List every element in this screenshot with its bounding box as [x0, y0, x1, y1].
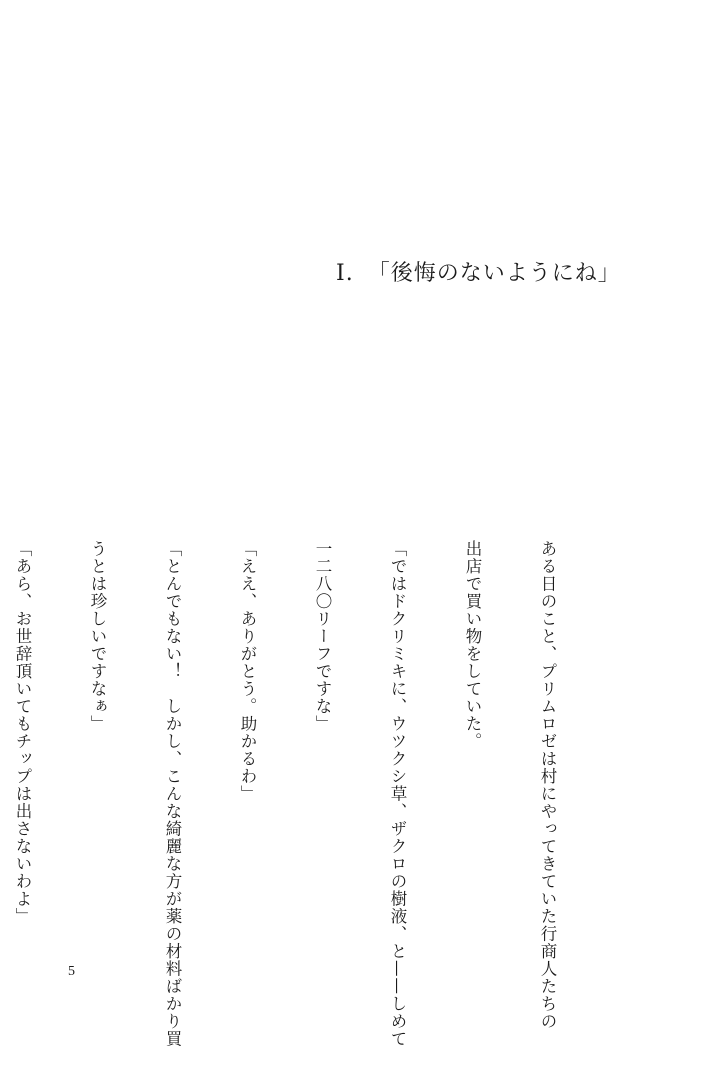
vertical-body-text: [13, 540, 610, 1048]
text-line: 「ええ、ありがとう。助かるわ」: [238, 540, 257, 803]
page-number: 5: [68, 964, 75, 979]
text-line: うとは珍しいですなぁ」: [88, 540, 107, 733]
text-line: 「ではドクリミキに、ウツクシ草、ザクロの樹液、と——しめて: [388, 540, 407, 1048]
text-line: 「とんでもない！ しかし、こんな綺麗な方が薬の材料ばかり買: [163, 540, 182, 1048]
text-line: ある日のこと、プリムロゼは村にやってきていた行商人たちの: [538, 540, 557, 1030]
text-line: 一二八〇リーフですな」: [313, 540, 332, 733]
text-line: 出店で買い物をしていた。: [463, 540, 482, 750]
chapter-heading: [336, 256, 621, 287]
text-line: 「あら、お世辞頂いてもチップは出さないわよ」: [13, 540, 32, 925]
chapter-title: 「後悔のないようにね」: [367, 261, 621, 286]
chapter-number: I.: [336, 261, 354, 286]
